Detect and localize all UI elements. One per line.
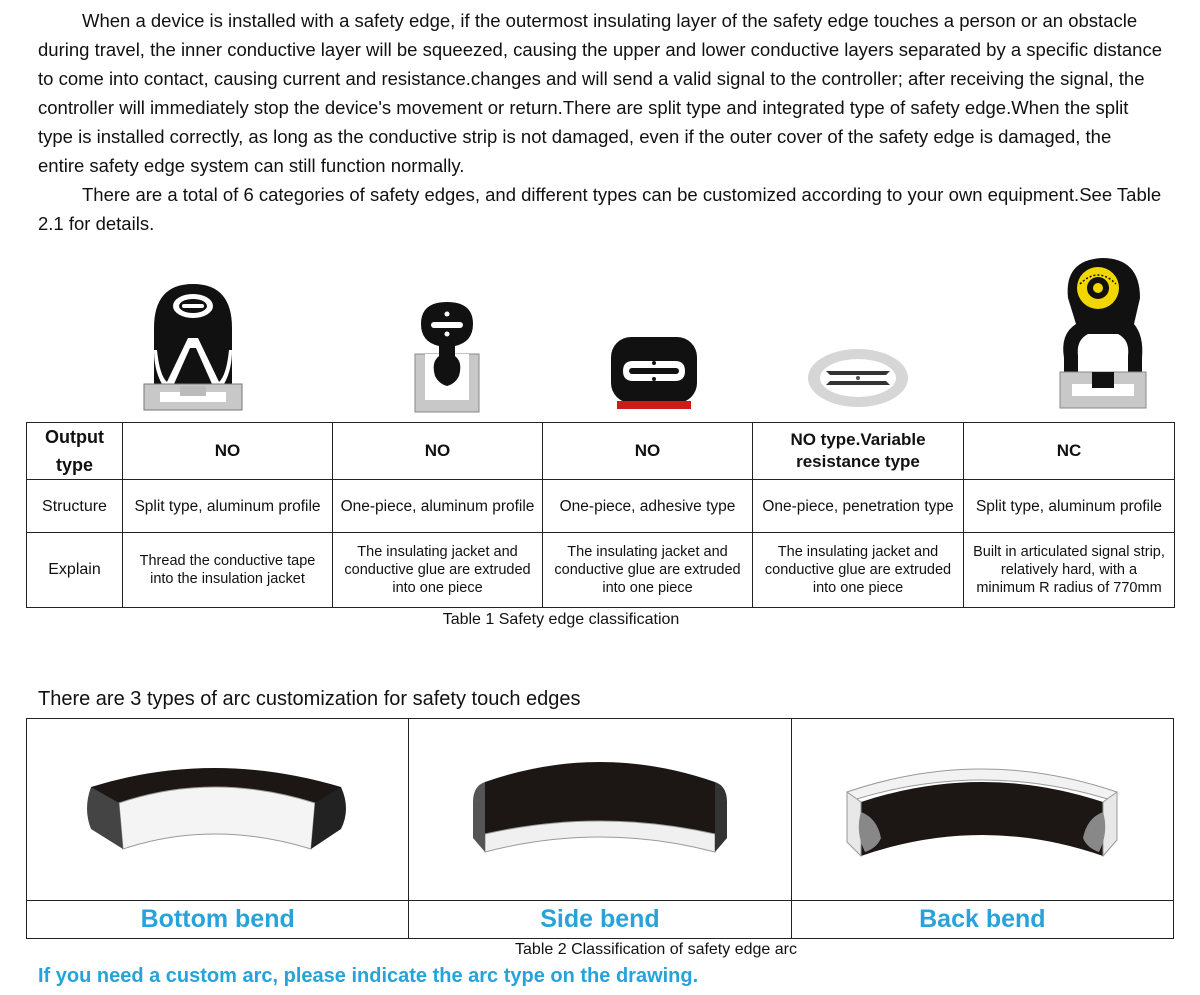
output-cell: NO type.Variable resistance type (753, 423, 964, 480)
structure-cell: One-piece, aluminum profile (333, 480, 543, 533)
explain-cell: Thread the conductive tape into the insulation jacket (123, 533, 333, 608)
table1-caption: Table 1 Safety edge classification (442, 611, 680, 628)
explain-cell: The insulating jacket and conductive glue are extruded into one piece (753, 533, 964, 608)
intro-text (38, 6, 1162, 238)
row-label-explain: Explain (27, 533, 123, 608)
split-aluminum-edge-profile-icon (140, 280, 246, 412)
arc-section-title: There are 3 types of arc customization for safety touch edges (38, 688, 581, 710)
structure-cell: One-piece, penetration type (753, 480, 964, 533)
back-bend-arc-icon (837, 752, 1127, 862)
table2-caption: Table 2 Classification of safety edge arc (515, 941, 797, 958)
row-label-structure: Structure (27, 480, 123, 533)
intro-paragraph-1: When a device is installed with a safety edge, if the outermost insulating layer of the safety edge touches a person or an obstacle during travel, the inner conductive layer will be squeezed, causing the upper and lower conductive layers separated by a specific distance to come into contact, causing current and resistance.changes and will send a valid signal to the controller; after receiving the signal, the controller will immediately stop the device's movement or return.There are split type and integrated type of safety edge.When the split type is installed correctly, as long as the conductive strip is not damaged, even if the outer cover of the safety edge is damaged, the entire safety edge system can still function normally. (38, 10, 1163, 176)
explain-cell: The insulating jacket and conductive glue are extruded into one piece (543, 533, 753, 608)
arc-label-back-bend: Back bend (791, 901, 1173, 939)
structure-cell: Split type, aluminum profile (964, 480, 1175, 533)
table-row-structure (27, 480, 1175, 533)
onepiece-aluminum-edge-profile-icon (411, 300, 483, 414)
output-cell: NO (543, 423, 753, 480)
intro-paragraph-2: There are a total of 6 categories of safety edges, and different types can be customized according to your own equipment.See Table 2.1 for details. (38, 184, 1162, 234)
table-row-output-type (27, 423, 1175, 480)
output-cell: NO (123, 423, 333, 480)
table-safety-edge-classification (26, 422, 1175, 608)
side-bend-arc-icon (465, 752, 735, 862)
structure-cell: One-piece, adhesive type (543, 480, 753, 533)
table-row-explain (27, 533, 1175, 608)
bottom-bend-arc-icon (83, 757, 353, 857)
explain-cell: Built in articulated signal strip, relatively hard, with a minimum R radius of 770mm (964, 533, 1175, 608)
arc-image-cell (409, 719, 791, 901)
arc-label-side-bend: Side bend (409, 901, 791, 939)
adhesive-edge-profile-icon (609, 335, 699, 411)
explain-cell: The insulating jacket and conductive glue are extruded into one piece (333, 533, 543, 608)
structure-cell: Split type, aluminum profile (123, 480, 333, 533)
custom-arc-note: If you need a custom arc, please indicate the arc type on the drawing. (38, 965, 699, 987)
table-row-arc-labels (27, 901, 1174, 939)
output-cell: NO (333, 423, 543, 480)
output-cell: NC (964, 423, 1175, 480)
table-arc-classification (26, 718, 1174, 939)
penetration-edge-profile-icon (806, 347, 910, 409)
arc-label-bottom-bend: Bottom bend (27, 901, 409, 939)
table-row-arc-images (27, 719, 1174, 901)
profile-illustrations (26, 250, 1174, 422)
arc-image-cell (27, 719, 409, 901)
nc-articulated-edge-profile-icon (1058, 254, 1148, 412)
row-label-output: Output type (27, 423, 123, 480)
arc-image-cell (791, 719, 1173, 901)
